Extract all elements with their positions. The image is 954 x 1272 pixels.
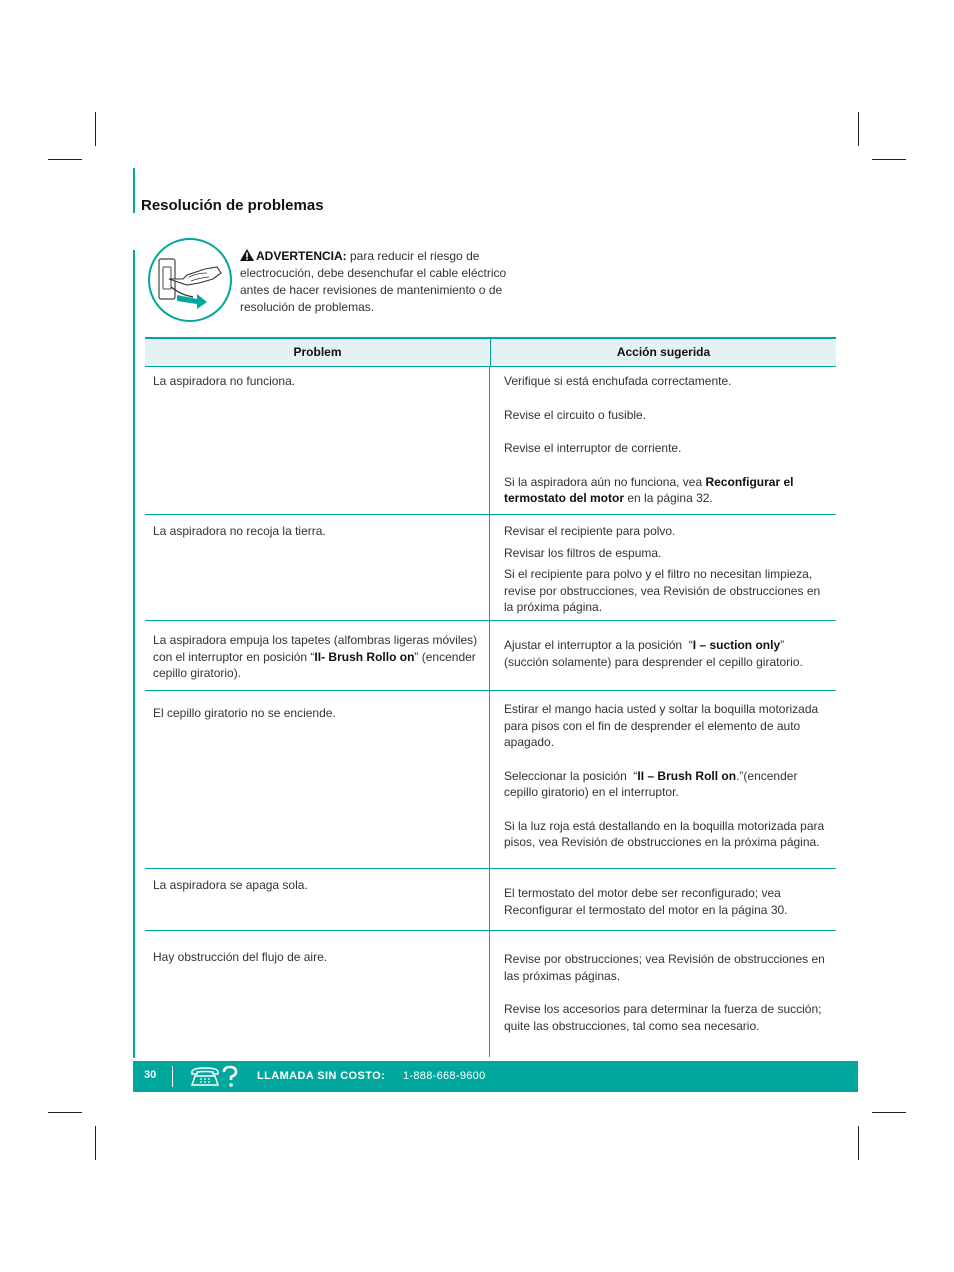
action-cell [490, 515, 836, 620]
crop-mark [872, 159, 906, 160]
table-row [145, 691, 836, 869]
troubleshooting-table [145, 337, 836, 1057]
action-text: Revisar los filtros de espuma. [504, 545, 662, 560]
action-text: Seleccionar la posición “II – Brush Roll on.”(encender cepillo giratorio) en el interruptor. [504, 768, 798, 799]
problem-text: La aspiradora no recoja la tierra. [153, 524, 326, 538]
problem-cell [145, 869, 490, 930]
action-cell [490, 869, 836, 930]
table-header [145, 339, 836, 367]
problem-text: La aspiradora empuja los tapetes (alfombras ligeras móviles) con el interruptor en posición “II- Brush Rollo on” (encender cepillo giratorio). [153, 633, 478, 680]
problem-text: El cepillo giratorio no se enciende. [153, 706, 336, 720]
crop-mark [858, 1126, 859, 1160]
table-row [145, 515, 836, 621]
problem-text: La aspiradora no funciona. [153, 374, 296, 388]
crop-mark [95, 112, 96, 146]
action-text: Ajustar el interruptor a la posición “I – suction only” (succión solamente) para desprender el cepillo giratorio. [504, 638, 803, 669]
problem-cell [145, 931, 490, 1057]
problem-cell [145, 691, 490, 868]
page-number: 30 [144, 1069, 157, 1081]
warning-icon [240, 249, 254, 261]
action-cell [490, 621, 836, 690]
action-text: Si la luz roja está destallando en la boquilla motorizada para pisos, vea Revisión de obstrucciones en la próxima página. [504, 818, 825, 849]
action-text: Si la aspiradora aún no funciona, vea Reconfigurar el termostato del motor en la página 32. [504, 474, 794, 505]
problem-cell [145, 367, 490, 514]
phone-help-icon [189, 1065, 241, 1088]
table-row [145, 367, 836, 515]
crop-mark [48, 159, 82, 160]
table-row [145, 931, 836, 1057]
crop-mark [872, 1112, 906, 1113]
problem-cell [145, 621, 490, 690]
action-cell [490, 691, 836, 868]
action-text: Revise los accesorios para determinar la fuerza de succión; quite las obstrucciones, tal como sea necesario. [504, 1002, 822, 1033]
warning-label: ADVERTENCIA: [256, 249, 347, 263]
action-text: Revise por obstrucciones; vea Revisión de obstrucciones en las próximas páginas. [504, 952, 825, 983]
action-text: Si el recipiente para polvo y el filtro no necesitan limpieza, revise por obstrucciones, vea Revisión de obstrucciones en la próxima página. [504, 567, 821, 614]
problem-text: La aspiradora se apaga sola. [153, 878, 308, 892]
action-text: Estirar el mango hacia usted y soltar la boquilla motorizada para pisos con el fin de desprender el elemento de auto apagado. [504, 702, 819, 749]
footer-divider [172, 1066, 173, 1087]
problem-cell [145, 515, 490, 620]
hotline-label: LLAMADA SIN COSTO: [257, 1070, 386, 1082]
hotline-number: 1-888-668-9600 [403, 1070, 486, 1082]
action-text: Revise el interruptor de corriente. [504, 441, 682, 455]
crop-mark [858, 112, 859, 146]
action-cell [490, 367, 836, 514]
action-text: El termostato del motor debe ser reconfigurado; vea Reconfigurar el termostato del motor en la página 30. [504, 886, 788, 917]
action-text: Revise el circuito o fusible. [504, 407, 647, 422]
unplug-cord-icon [147, 237, 233, 323]
action-text: Verifique si está enchufada correctamente. [504, 374, 732, 388]
section-title: Resolución de problemas [141, 197, 324, 214]
header-action: Acción sugerida [616, 345, 711, 359]
table-row [145, 621, 836, 691]
title-side-rule [133, 168, 135, 213]
problem-text: Hay obstrucción del flujo de aire. [153, 950, 328, 964]
content-side-rule [133, 250, 135, 1058]
crop-mark [95, 1126, 96, 1160]
footer-bar [133, 1061, 858, 1092]
crop-mark [48, 1112, 82, 1113]
warning-body: para reducir el riesgo de electrocución, debe desenchufar el cable eléctrico antes de hacer revisiones de mantenimiento o de resolución de problemas. [240, 249, 507, 314]
action-text: Revisar el recipiente para polvo. [504, 524, 676, 538]
table-row [145, 869, 836, 931]
warning-text [240, 248, 530, 316]
header-problem: Problem [145, 339, 491, 366]
action-cell [490, 931, 836, 1057]
